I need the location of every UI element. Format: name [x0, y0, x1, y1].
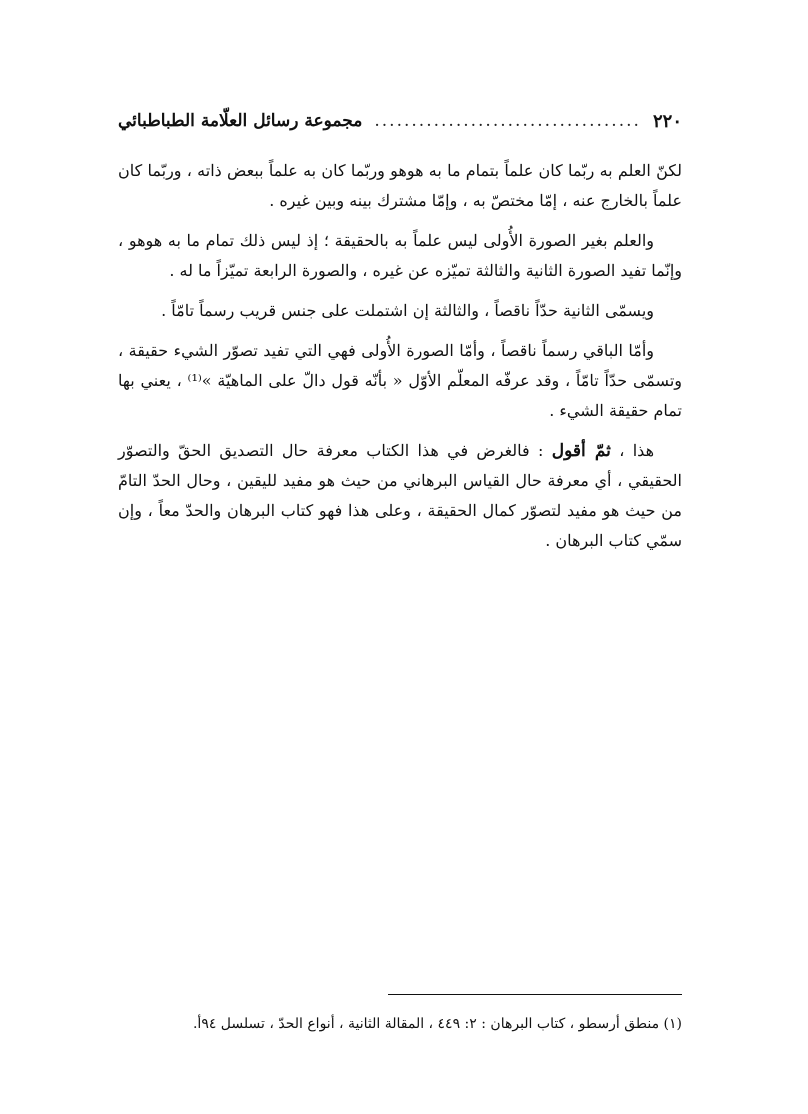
- paragraph-5: [118, 436, 682, 556]
- book-title: مجموعة رسائل العلّامة الطباطبائي: [118, 111, 363, 131]
- paragraph-5-lead: هذا ،: [610, 441, 655, 460]
- footnote-divider: [388, 994, 682, 995]
- page-number: ٢٢٠: [652, 110, 682, 132]
- paragraph-4: [118, 336, 682, 426]
- paragraph-1-text: لكنّ العلم به ربّما كان علماً بتمام ما به هوهو وربّما كان به علماً ببعض ذاته ، وربّما كان علماً بالخارج عنه ، إمّا مختصّ به ، وإمّا مشترك بينه وبين غيره .: [118, 161, 682, 210]
- paragraph-5-bold-phrase: ثمّ أقول: [551, 441, 611, 461]
- paragraph-1: [118, 156, 682, 216]
- paragraph-3: [118, 296, 682, 326]
- paragraph-5-text: : فالغرض في هذا الكتاب معرفة حال التصديق الحقّ والتصوّر الحقيقي ، أي معرفة حال القياس البرهاني من حيث هو مفيد لليقين ، وحال الحدّ التامّ من حيث هو مفيد لتصوّر كمال الحقيقة ، وعلى هذا فهو كتاب البرهان والحدّ معاً ، وإن سمّي كتاب البرهان .: [118, 441, 682, 550]
- paragraph-3-text: ويسمّى الثانية حدّاً ناقصاً ، والثالثة إن اشتملت على جنس قريب رسماً تامّاً .: [161, 301, 654, 320]
- running-header: [118, 104, 682, 138]
- paragraph-2: [118, 226, 682, 286]
- body-text: [118, 156, 682, 566]
- paragraph-2-text: والعلم بغير الصورة الأُولى ليس علماً به بالحقيقة ؛ إذ ليس ذلك تمام ما به هوهو ، وإنّما تفيد الصورة الثانية والثالثة تميّزه عن غيره ، والصورة الرابعة تميّزاً ما له .: [118, 231, 682, 280]
- footnote: [118, 1012, 682, 1036]
- footnote-text: (١) منطق أرسطو ، كتاب البرهان : ٢: ٤٤٩ ، المقالة الثانية ، أنواع الحدّ ، تسلسل ٩٤أ.: [192, 1016, 682, 1032]
- header-leader-dots: ....................................: [374, 111, 641, 131]
- paragraph-4-text: وأمّا الباقي رسماً ناقصاً ، وأمّا الصورة الأُولى فهي التي تفيد تصوّر الشيء حقيقة ، وتسمّى حدّاً تامّاً ، وقد عرفّه المعلّم الأوّل « بأنّه قول دالّ على الماهيّة »⁽¹⁾ ، يعني بها تمام حقيقة الشيء .: [118, 341, 683, 420]
